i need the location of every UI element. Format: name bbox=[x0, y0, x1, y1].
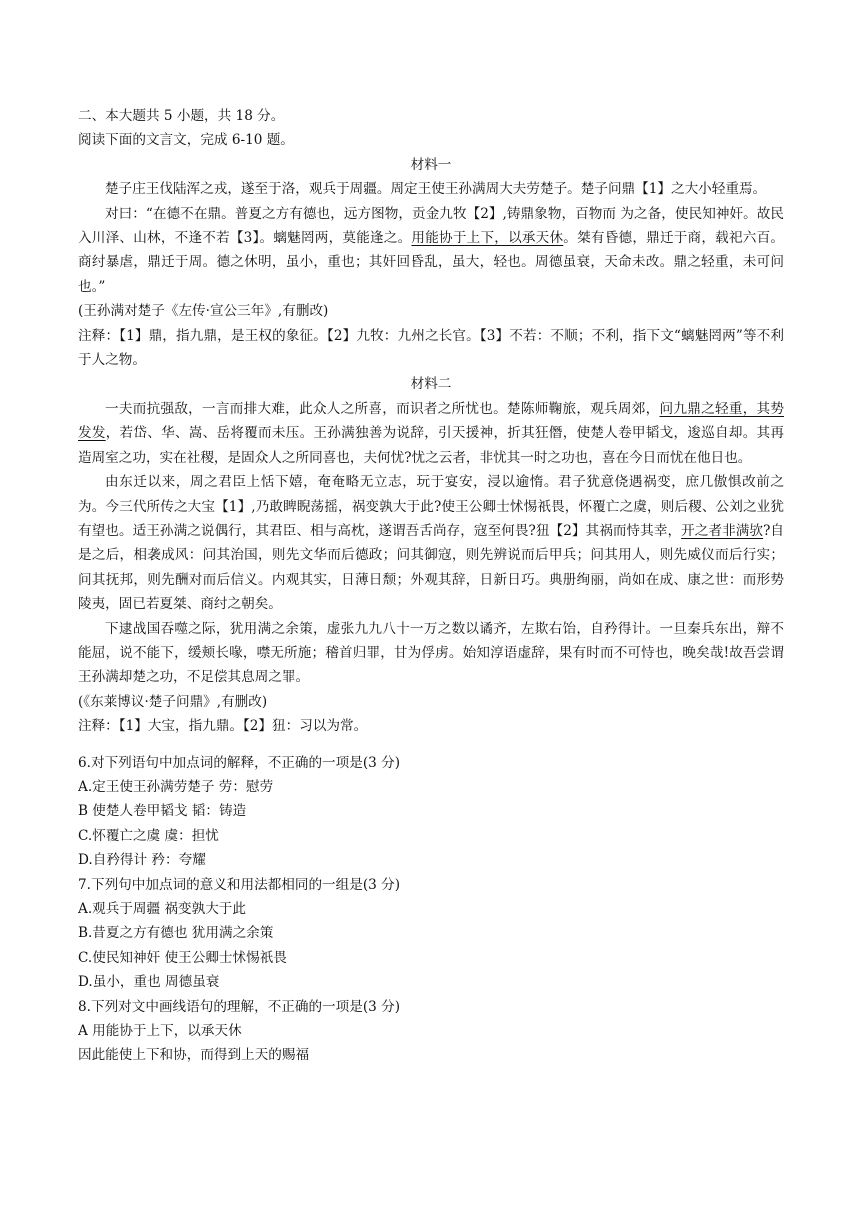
material1-paragraph-2 bbox=[78, 202, 784, 300]
material2-p1-text-b: ，若岱、华、嵩、岳将覆而未压。王孙满独善为说辞，引天援神，折其狂僭，使楚人卷甲韬戈，逡巡自却。其再造周室之功，实在社稷，是固众人之所同喜也，夫何忧?忧之云者，非忧其一时之功也，喜在今日而忧在他日也。 bbox=[78, 425, 785, 466]
exam-page bbox=[78, 104, 784, 1068]
question-7-option: B.昔夏之方有德也 犹用满之余策 bbox=[78, 925, 274, 942]
question-7-option: D.虽小，重也 周德虽衰 bbox=[78, 974, 220, 991]
material1-underlined-sentence: 用能协于上下，以承天休 bbox=[411, 230, 564, 247]
material1-title: 材料一 bbox=[410, 156, 452, 173]
material1-source: (王孙满对楚子《左传·宣公三年》,有删改) bbox=[78, 303, 329, 320]
question-6-option: D.自矜得计 矜：夸耀 bbox=[78, 852, 206, 869]
material2-paragraph-2 bbox=[78, 470, 784, 616]
material2-title: 材料二 bbox=[410, 376, 452, 393]
material1-note: 注释：【1】鼎，指九鼎，是王权的象征。【2】九牧：九州之长官。【3】不若：不顺；不利，指下文“螭魅罔两”等不利于人之物。 bbox=[78, 327, 784, 369]
material2-p2-text-b: ?自是之后，相袭成风：问其治国，则先文华而后德政；问其御寇，则先辨说而后甲兵；问其用人，则先威仪而后行实；问其抚邦，则先酬对而后信义。内观其实，日薄日颓；外观其辞，日新日巧。典册绚丽，尚如在成、康之世：而形势陵夷，固已若夏桀、商纣之朝矣。 bbox=[78, 522, 785, 613]
question-8-option-a: A 用能协于上下，以承天休 bbox=[78, 1023, 242, 1040]
material1-p2-text-a: 对曰：“在德不在鼎。普夏之方有德也，远方图物，贡金九牧【2】,铸鼎象物，百物而 为之备，使民知神奸。故民入川泽、山林，不逢不若【3】。螭魅罔两，莫能逢之。 bbox=[78, 205, 784, 247]
question-7-stem: 7.下列句中加点词的意义和用法都相同的一组是(3 分) bbox=[78, 876, 401, 893]
material1-paragraph-1: 楚子庄王伐陆浑之戎，遂至于洛，观兵于周疆。周定王使王孙满周大夫劳楚子。楚子问鼎【1】之大小轻重焉。 bbox=[105, 181, 767, 198]
material2-p2-text-a: 由东迁以来，周之君臣上恬下嬉，奄奄略无立志，玩于宴安，浸以逾惰。君子犹意侥遇祸变，庶几傲惧改前之为。今三代所传之大宝【1】,乃敢睥睨荡摇，祸变孰大于此?使王公卿士怵惕祇畏，怀覆亡之虞，则后稷、公刘之业犹有望也。适王孙满之说偶行，其君臣、相与高枕，遂谓吾舌尚存，寇至何畏?狃【2】其祸而恃其幸， bbox=[78, 474, 784, 539]
material2-paragraph-3: 下逮战国吞噬之际，犹用满之余策，虚张九九八十一万之数以谲齐，左欺右饴，自矜得计。一旦秦兵东出，辩不能屈，说不能下，缓颊长喙，噤无所施；稽首归罪，甘为俘虏。始知淳语虚辞，果有时而不可恃也，晚矣哉!故吾尝谓王孙满却楚之功，不足偿其息周之罪。 bbox=[78, 620, 784, 686]
material2-p1-text-a: 一夫而抗强敌，一言而排大难，此众人之所喜，而识者之所忧也。楚陈师鞠旅，观兵周郊， bbox=[105, 400, 660, 417]
section-instruction: 阅读下面的文言文，完成 6-10 题。 bbox=[78, 132, 294, 149]
material2-underlined-sentence-1: 问九鼎之轻重，其势发发 bbox=[78, 400, 785, 442]
material2-paragraph-1 bbox=[78, 397, 784, 470]
question-6-option: C.怀覆亡之虞 虞：担忧 bbox=[78, 827, 219, 844]
question-8-stem: 8.下列对文中画线语句的理解，不正确的一项是(3 分) bbox=[78, 998, 401, 1015]
material2-source: (《东莱博议·楚子问鼎》,有删改) bbox=[78, 693, 268, 710]
material2-note: 注释：【1】大宝，指九鼎。【2】狃：习以为常。 bbox=[78, 718, 368, 735]
material1-p2-text-b: 。桀有昏德，鼎迁于商，载祀六百。商纣暴虐，鼎迁于周。德之休明，虽小，重也；其奸回昏乱，虽大，轻也。周德虽衰，天命未改。鼎之轻重，未可问也。” bbox=[78, 230, 784, 295]
question-6-option: B 使楚人卷甲韬戈 韬：铸造 bbox=[78, 803, 247, 820]
section-header: 二、本大题共 5 小题，共 18 分。 bbox=[78, 108, 285, 124]
question-6-option: A.定王使王孙满劳楚子 劳：慰劳 bbox=[78, 778, 274, 795]
question-7-option: C.使民知神奸 使王公卿士怵惕祇畏 bbox=[78, 949, 287, 966]
question-6-stem: 6.对下列语句中加点词的解释，不正确的一项是(3 分) bbox=[78, 754, 401, 771]
material2-underlined-sentence-2: 开之者非满欤 bbox=[681, 522, 764, 539]
question-7-option: A.观兵于周疆 祸变孰大于此 bbox=[78, 901, 246, 917]
question-8-option-a-explanation: 因此能使上下和协，而得到上天的赐福 bbox=[78, 1047, 310, 1064]
